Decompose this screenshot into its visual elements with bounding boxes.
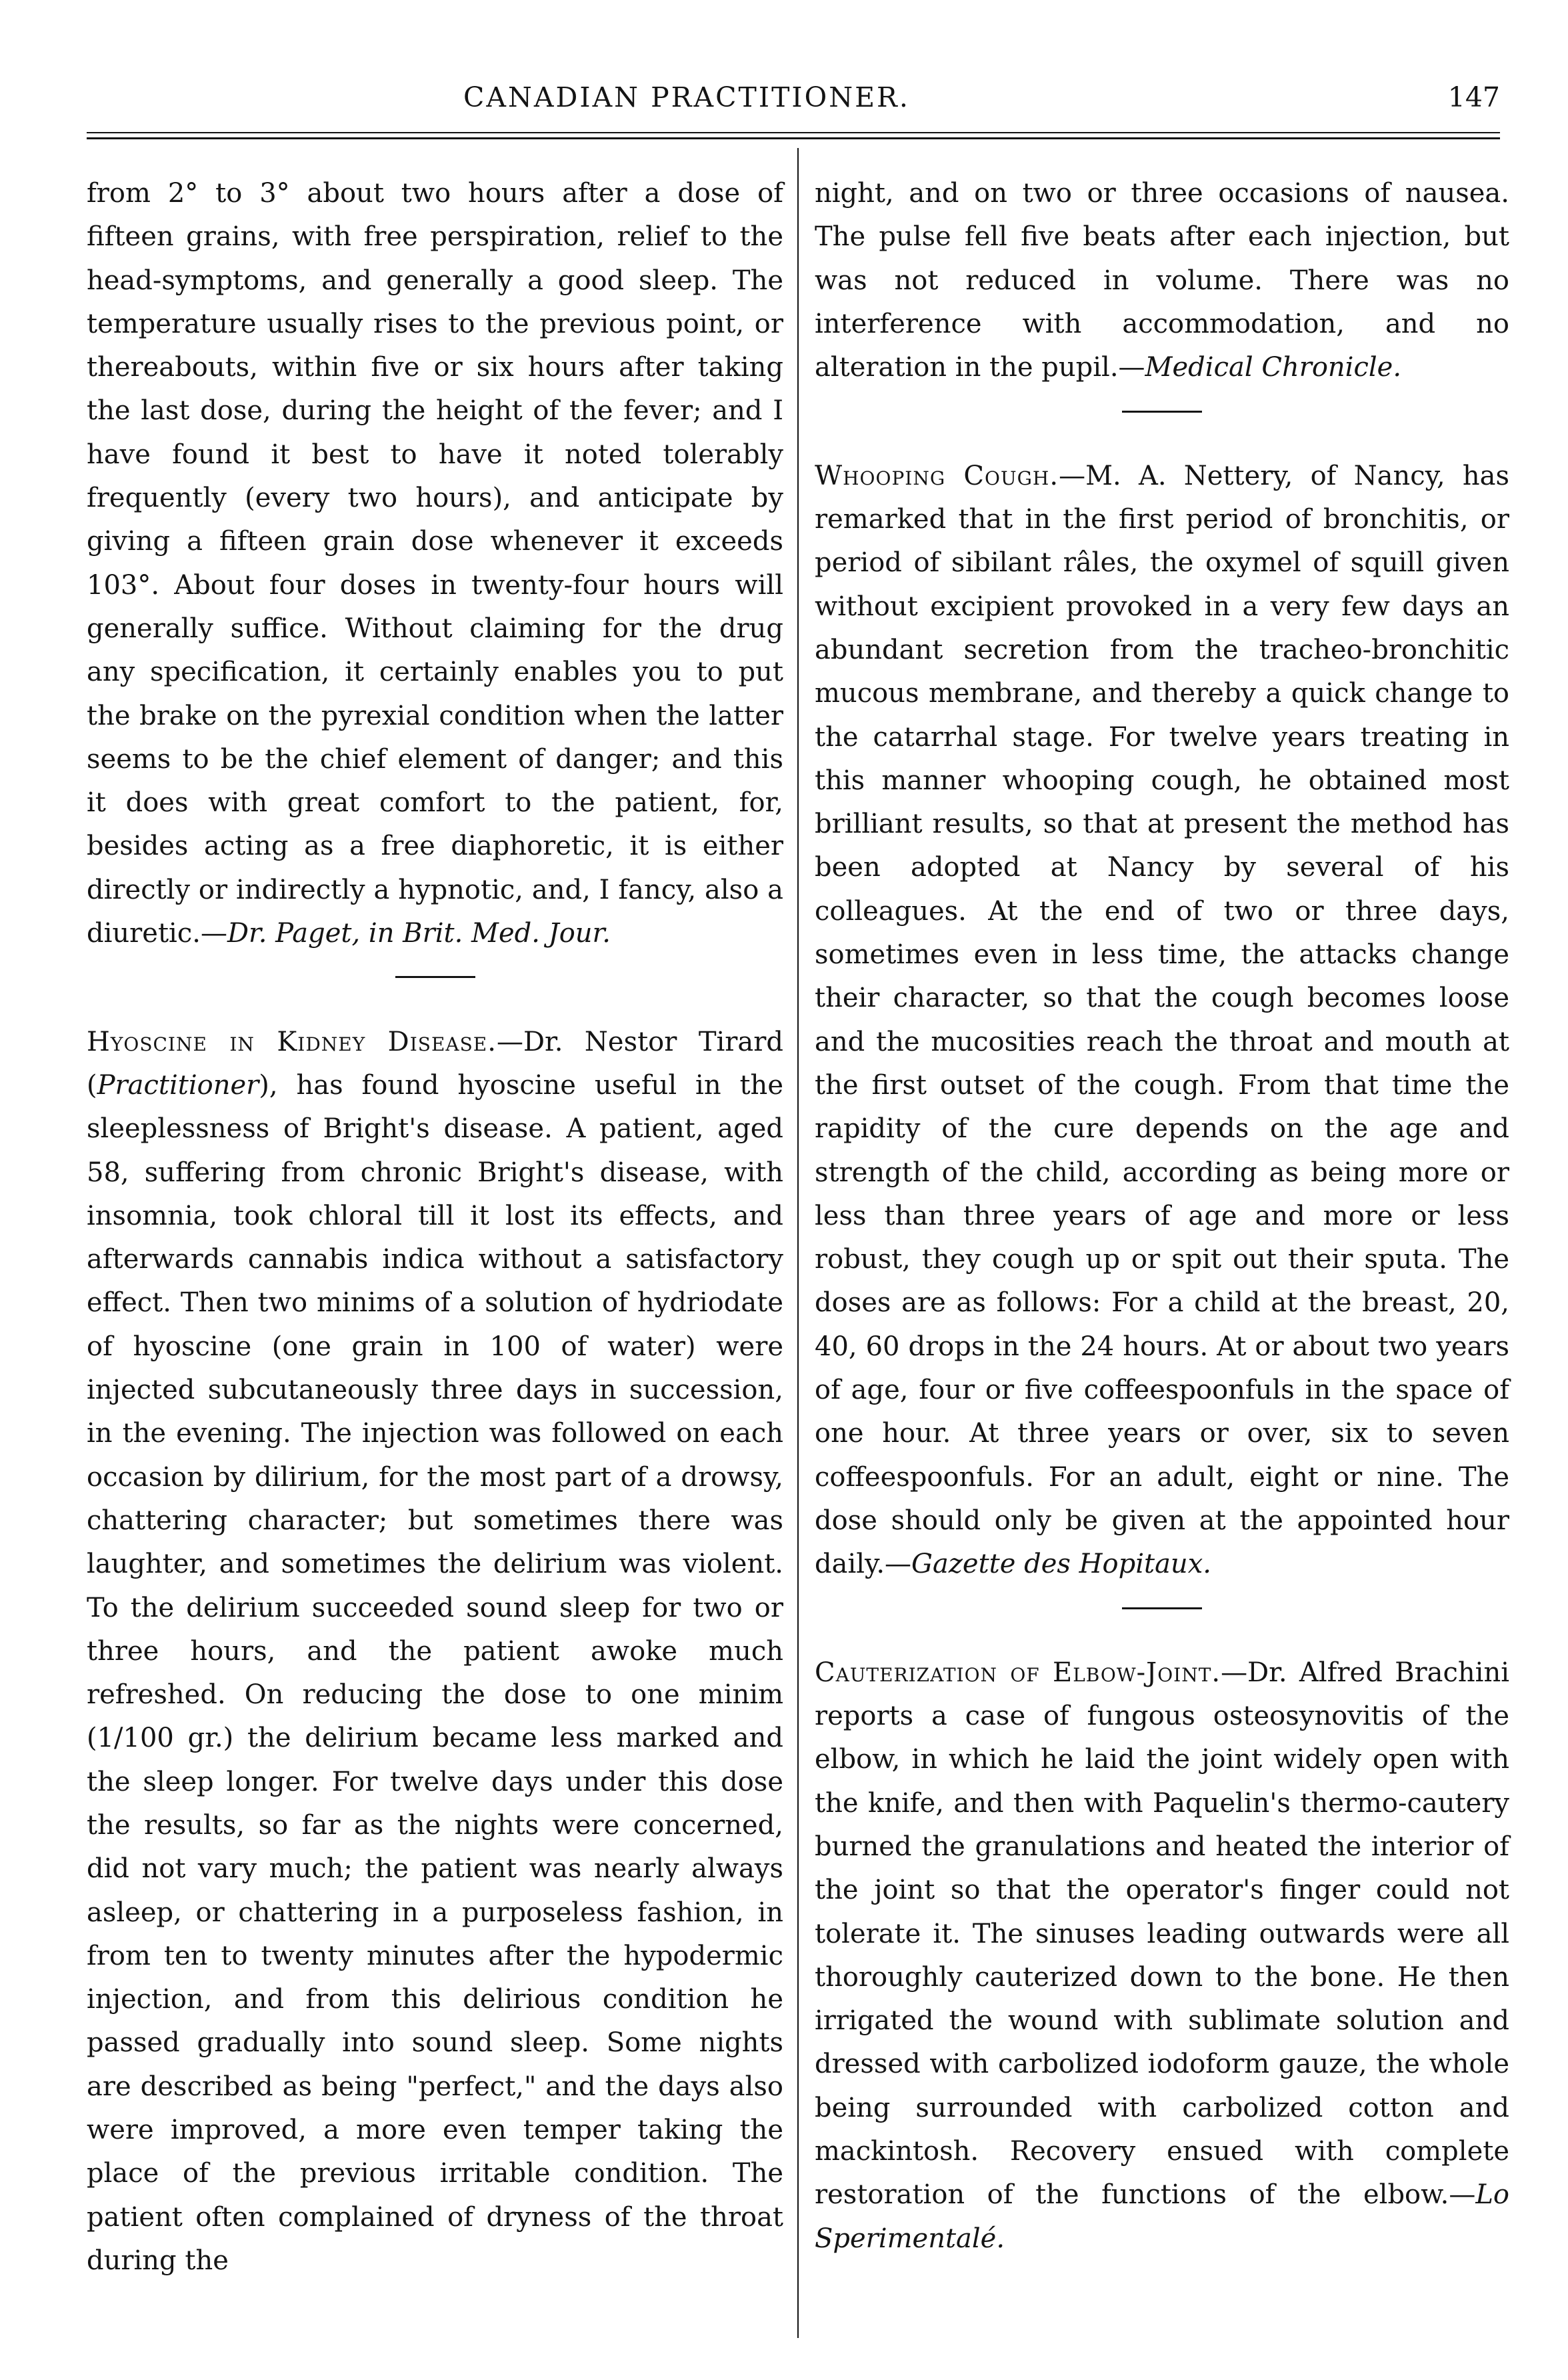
article-hyoscine-text1: —Dr. Nestor Tirard (: [87, 1026, 783, 1101]
article-paget-text: from 2° to 3° about two hours after a dose of fifteen grains, with free perspiration, relief to the head-symptoms, and generally a good sleep. The temperature usually rises to the previous point, or thereabouts, within five or six hours after taking the last dose, during the height of the fever; and I have found it best to have it noted tolerably frequently (every two hours), and anticipate by giving a fifteen grain dose whenever it exceeds 103°. About four doses in twenty-four hours will generally suffice. Without claiming for the drug any specification, it certainly enables you to put the brake on the pyrexial condition when the latter seems to be the chief element of danger; and this it does with great comfort to the patient, for, besides acting as a free diaphoretic, it is either directly or indirectly a hypnotic, and, I fancy, also a diuretic.—: [87, 178, 783, 949]
left-column: [87, 172, 783, 2283]
article-whooping-cough: [815, 455, 1509, 1587]
section-separator: [87, 955, 783, 999]
article-whooping-cough-heading: Whooping Cough.: [815, 460, 1059, 491]
article-whooping-cough-citation: Gazette des Hopitaux.: [911, 1549, 1211, 1580]
article-hyoscine-source: Practitioner: [97, 1069, 259, 1101]
journal-title: CANADIAN PRACTITIONER.: [463, 81, 910, 113]
article-hyoscine: [87, 1021, 783, 2283]
article-hyoscine-continued: [815, 172, 1509, 389]
page-number: 147: [1447, 81, 1500, 113]
article-cauterization: [815, 1651, 1509, 2261]
article-hyoscine-text2: ), has found hyoscine useful in the sleeplessness of Bright's disease. A patient, aged 58, suffering from chronic Bright's disease, with insomnia, took chloral till it lost its effects, and afterwards cannabis indica without a satisfactory effect. Then two minims of a solution of hydriodate of hyoscine (one grain in 100 of water) were injected subcutaneously three days in succession, in the evening. The injection was followed on each occasion by dilirium, for the most part of a drowsy, chattering character; but sometimes there was laughter, and sometimes the delirium was violent. To the delirium succeeded sound sleep for two or three hours, and the patient awoke much refreshed. On reducing the dose to one minim (1/100 gr.) the delirium became less marked and the sleep longer. For twelve days under this dose the results, so far as the nights were concerned, did not vary much; the patient was nearly always asleep, or chattering in a purposeless fashion, in from ten to twenty minutes after the hypodermic injection, and from this delirious condition he passed gradually into sound sleep. Some nights are described as being "perfect," and the days also were improved, a more even temper taking the place of the previous irritable condition. The patient often complained of dryness of the throat during the: [87, 1069, 783, 2276]
running-head: [87, 81, 1500, 128]
header-rule-double: [87, 137, 1500, 139]
article-paget: [87, 172, 783, 955]
section-separator: [815, 389, 1509, 433]
right-column: [815, 172, 1509, 2261]
article-cauterization-text: —Dr. Alfred Brachini reports a case of fungous osteosynovitis of the elbow, in which he laid the joint widely open with the knife, and then with Paquelin's thermo-cautery burned the granulations and heated the interior of the joint so that the operator's finger could not tolerate it. The sinuses leading outwards were all thoroughly cauterized down to the bone. He then irrigated the wound with sublimate solution and dressed with carbolized iodoform gauze, the whole being surrounded with carbolized cotton and mackintosh. Recovery ensued with complete restoration of the functions of the elbow.—: [815, 1657, 1509, 2211]
article-hyoscine-continued-text: night, and on two or three occasions of nausea. The pulse fell five beats after each injection, but was not reduced in volume. There was no interference with accommodation, and no alteration in the pupil.—: [815, 178, 1509, 383]
article-cauterization-citation: Lo Sperimentalé.: [815, 2179, 1509, 2254]
article-cauterization-heading: Cauterization of Elbow-Joint.: [815, 1657, 1221, 1688]
article-paget-citation: Dr. Paget, in Brit. Med. Jour.: [227, 918, 611, 949]
article-hyoscine-heading: Hyoscine in Kidney Disease.: [87, 1026, 497, 1057]
article-hyoscine-citation: Medical Chronicle.: [1145, 352, 1402, 383]
article-whooping-cough-text: —M. A. Nettery, of Nancy, has remarked that in the first period of bronchitis, or period of sibilant râles, the oxymel of squill given without excipient provoked in a very few days an abundant secretion from the tracheo-bronchitic mucous membrane, and thereby a quick change to the catarrhal stage. For twelve years treating in this manner whooping cough, he obtained most brilliant results, so that at present the method has been adopted at Nancy by several of his colleagues. At the end of two or three days, sometimes even in less time, the attacks change their character, so that the cough becomes loose and the mucosities reach the throat and mouth at the first outset of the cough. From that time the rapidity of the cure depends on the age and strength of the child, according as being more or less than three years of age and more or less robust, they cough up or spit out their sputa. The doses are as follows: For a child at the breast, 20, 40, 60 drops in the 24 hours. At or about two years of age, four or five coffeespoonfuls in the space of one hour. At three years or over, six to seven coffeespoonfuls. For an adult, eight or nine. The dose should only be given at the appointed hour daily.—: [815, 460, 1509, 1580]
column-divider: [797, 148, 799, 2338]
header-rule: [87, 132, 1500, 133]
section-separator: [815, 1587, 1509, 1630]
